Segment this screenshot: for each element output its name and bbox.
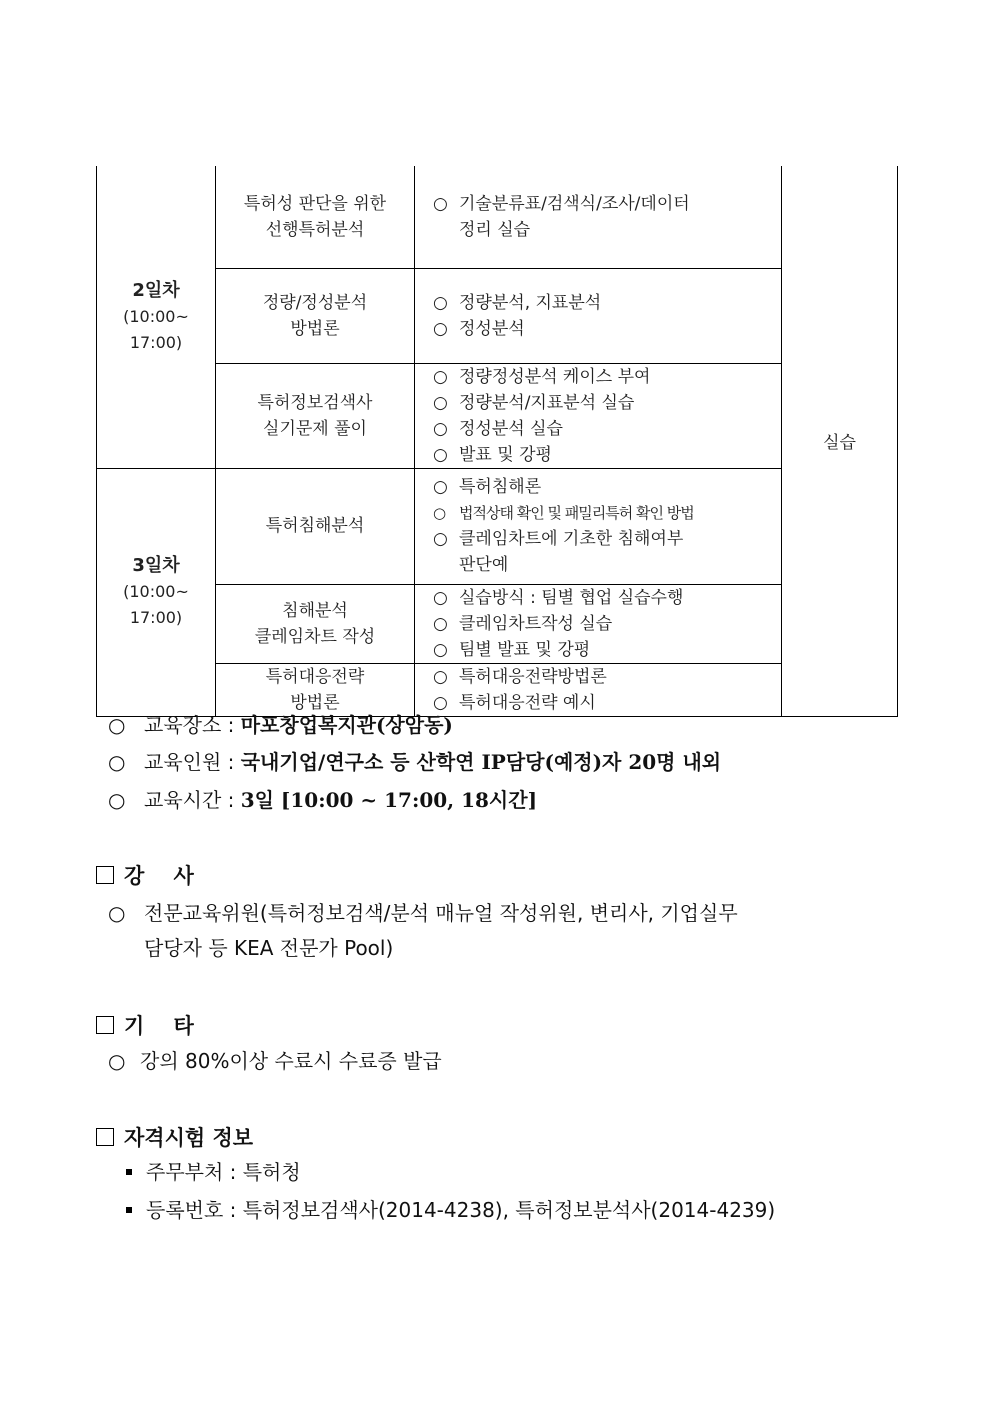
content-item bbox=[433, 316, 781, 342]
content-cell bbox=[415, 363, 782, 468]
content-item bbox=[433, 500, 781, 526]
content-item bbox=[433, 664, 781, 690]
content-item bbox=[433, 364, 781, 390]
content-cell bbox=[415, 268, 782, 363]
day-time-end: 17:00) bbox=[129, 608, 183, 627]
table-row bbox=[97, 468, 898, 584]
circle-bullet-icon: ○ bbox=[433, 366, 448, 387]
heading-text: 기 타 bbox=[124, 1014, 194, 1038]
day-label: 2일차 bbox=[132, 279, 180, 301]
topic-line: 침해분석 bbox=[282, 600, 348, 621]
section-heading-exam bbox=[96, 1122, 253, 1152]
info-time-value: 3일 [10:00 ~ 17:00, 18시간] bbox=[240, 788, 538, 812]
content-item-text: 클레임차트에 기초한 침해여부 bbox=[459, 529, 684, 549]
topic-cell bbox=[216, 584, 415, 663]
day-cell bbox=[97, 468, 216, 716]
content-item-text: 클레임차트작성 실습 bbox=[459, 613, 613, 634]
heading-text: 강 사 bbox=[124, 864, 194, 888]
section-heading-instructor bbox=[96, 860, 194, 890]
exam-item-1 bbox=[126, 1158, 301, 1186]
circle-bullet-icon: ○ bbox=[433, 418, 448, 439]
circle-bullet-icon: ○ bbox=[433, 318, 448, 339]
table-row bbox=[97, 363, 898, 468]
circle-bullet-icon: ○ bbox=[108, 901, 126, 925]
content-item-text: 실습방식 : 팀별 협업 실습수행 bbox=[459, 587, 684, 608]
day-label: 3일차 bbox=[132, 555, 180, 576]
content-item bbox=[433, 390, 781, 416]
topic-line: 방법론 bbox=[290, 318, 340, 339]
info-place-value: 마포창업복지관(상암동) bbox=[240, 713, 453, 737]
content-item-text: 정량분석, 지표분석 bbox=[459, 292, 602, 313]
content-item bbox=[433, 637, 781, 663]
topic-line: 특허침해분석 bbox=[265, 516, 365, 536]
topic-line: 방법론 bbox=[290, 692, 340, 713]
checkbox-square-icon bbox=[96, 866, 114, 884]
circle-bullet-icon: ○ bbox=[108, 750, 126, 774]
circle-bullet-icon: ○ bbox=[108, 788, 126, 812]
etc-text: 강의 80%이상 수료시 수료증 발급 bbox=[140, 1049, 442, 1073]
day-time-end: 17:00) bbox=[129, 332, 183, 352]
content-item-text: 정성분석 bbox=[459, 318, 525, 339]
day-cell bbox=[97, 166, 216, 468]
circle-bullet-icon: ○ bbox=[433, 444, 448, 465]
circle-bullet-icon: ○ bbox=[433, 292, 448, 313]
circle-bullet-icon: ○ bbox=[433, 529, 448, 549]
square-bullet-icon bbox=[126, 1207, 132, 1213]
content-cell bbox=[415, 584, 782, 663]
topic-line: 실기문제 풀이 bbox=[263, 418, 367, 439]
topic-line: 특허성 판단을 위한 bbox=[243, 193, 387, 214]
content-item bbox=[433, 290, 781, 316]
info-time-label: 교육시간 : bbox=[144, 788, 241, 812]
topic-cell bbox=[216, 268, 415, 363]
content-cell bbox=[415, 468, 782, 584]
instructor-line-2: 담당자 등 KEA 전문가 Pool) bbox=[144, 936, 394, 960]
circle-bullet-icon: ○ bbox=[433, 639, 448, 660]
checkbox-square-icon bbox=[96, 1016, 114, 1034]
etc-line bbox=[108, 1047, 442, 1075]
method-cell: 실습 bbox=[782, 166, 898, 716]
exam-item-text: 주무부처 : 특허청 bbox=[146, 1160, 301, 1184]
topic-cell bbox=[216, 363, 415, 468]
content-item-text: 특허대응전략방법론 bbox=[459, 666, 607, 687]
content-item bbox=[433, 585, 781, 611]
content-item bbox=[433, 474, 781, 500]
info-time bbox=[108, 786, 537, 814]
exam-item-text: 등록번호 : 특허정보검색사(2014-4238), 특허정보분석사(2014-4239) bbox=[146, 1198, 776, 1222]
square-bullet-icon bbox=[126, 1169, 132, 1175]
exam-item-2 bbox=[126, 1196, 775, 1224]
circle-bullet-icon: ○ bbox=[108, 1049, 126, 1073]
circle-bullet-icon: ○ bbox=[433, 477, 448, 497]
table-row bbox=[97, 268, 898, 363]
content-item-text: 정성분석 실습 bbox=[459, 418, 563, 439]
circle-bullet-icon: ○ bbox=[433, 392, 448, 413]
content-cell bbox=[415, 663, 782, 716]
circle-bullet-icon: ○ bbox=[433, 587, 448, 608]
checkbox-square-icon bbox=[96, 1128, 114, 1146]
content-item bbox=[433, 526, 781, 552]
content-item bbox=[433, 690, 781, 716]
topic-line: 클레임차트 작성 bbox=[254, 626, 376, 647]
content-item-text: 팀별 발표 및 강평 bbox=[459, 639, 591, 660]
circle-bullet-icon: ○ bbox=[108, 713, 126, 737]
content-item-continuation: 판단예 bbox=[459, 555, 509, 575]
instructor-line-1 bbox=[108, 899, 738, 927]
table-row bbox=[97, 166, 898, 268]
topic-line: 선행특허분석 bbox=[265, 219, 365, 240]
content-item-text: 법적상태 확인 및 패밀리특허 확인 방법 bbox=[459, 504, 694, 522]
topic-line: 특허대응전략 bbox=[265, 666, 365, 687]
info-place-label: 교육장소 : bbox=[144, 713, 241, 737]
content-item bbox=[433, 191, 781, 217]
content-item-text: 정량분석/지표분석 실습 bbox=[459, 392, 635, 413]
content-item bbox=[433, 442, 781, 468]
info-people-value: 국내기업/연구소 등 산학연 IP담당(예정)자 20명 내외 bbox=[240, 750, 722, 774]
day-time-start: (10:00~ bbox=[123, 582, 189, 601]
topic-line: 특허정보검색사 bbox=[257, 392, 373, 413]
content-item-text: 기술분류표/검색식/조사/데이터 bbox=[459, 193, 690, 214]
info-place bbox=[108, 711, 453, 739]
info-people bbox=[108, 748, 721, 776]
content-item bbox=[433, 416, 781, 442]
content-cell bbox=[415, 166, 782, 268]
content-item-text: 특허대응전략 예시 bbox=[459, 692, 596, 713]
circle-bullet-icon: ○ bbox=[433, 613, 448, 634]
topic-cell bbox=[216, 166, 415, 268]
section-heading-etc bbox=[96, 1010, 194, 1040]
heading-text: 자격시험 정보 bbox=[124, 1126, 254, 1150]
instructor-text: 전문교육위원(특허정보검색/분석 매뉴얼 작성위원, 변리사, 기업실무 bbox=[144, 901, 738, 925]
day-time-start: (10:00~ bbox=[123, 306, 189, 326]
content-item-text: 정량정성분석 케이스 부여 bbox=[459, 366, 651, 387]
circle-bullet-icon: ○ bbox=[433, 666, 448, 687]
content-item-text: 발표 및 강평 bbox=[459, 444, 552, 465]
topic-cell bbox=[216, 663, 415, 716]
table-row bbox=[97, 663, 898, 716]
info-people-label: 교육인원 : bbox=[144, 750, 241, 774]
circle-bullet-icon: ○ bbox=[433, 193, 448, 214]
content-item bbox=[433, 611, 781, 637]
content-item-continuation: 정리 실습 bbox=[459, 219, 531, 240]
schedule-table bbox=[96, 166, 898, 717]
table-row bbox=[97, 584, 898, 663]
topic-line: 정량/정성분석 bbox=[262, 292, 368, 313]
circle-bullet-icon: ○ bbox=[433, 504, 446, 522]
content-item-text: 특허침해론 bbox=[459, 477, 542, 497]
circle-bullet-icon: ○ bbox=[433, 692, 448, 713]
topic-cell bbox=[216, 468, 415, 584]
